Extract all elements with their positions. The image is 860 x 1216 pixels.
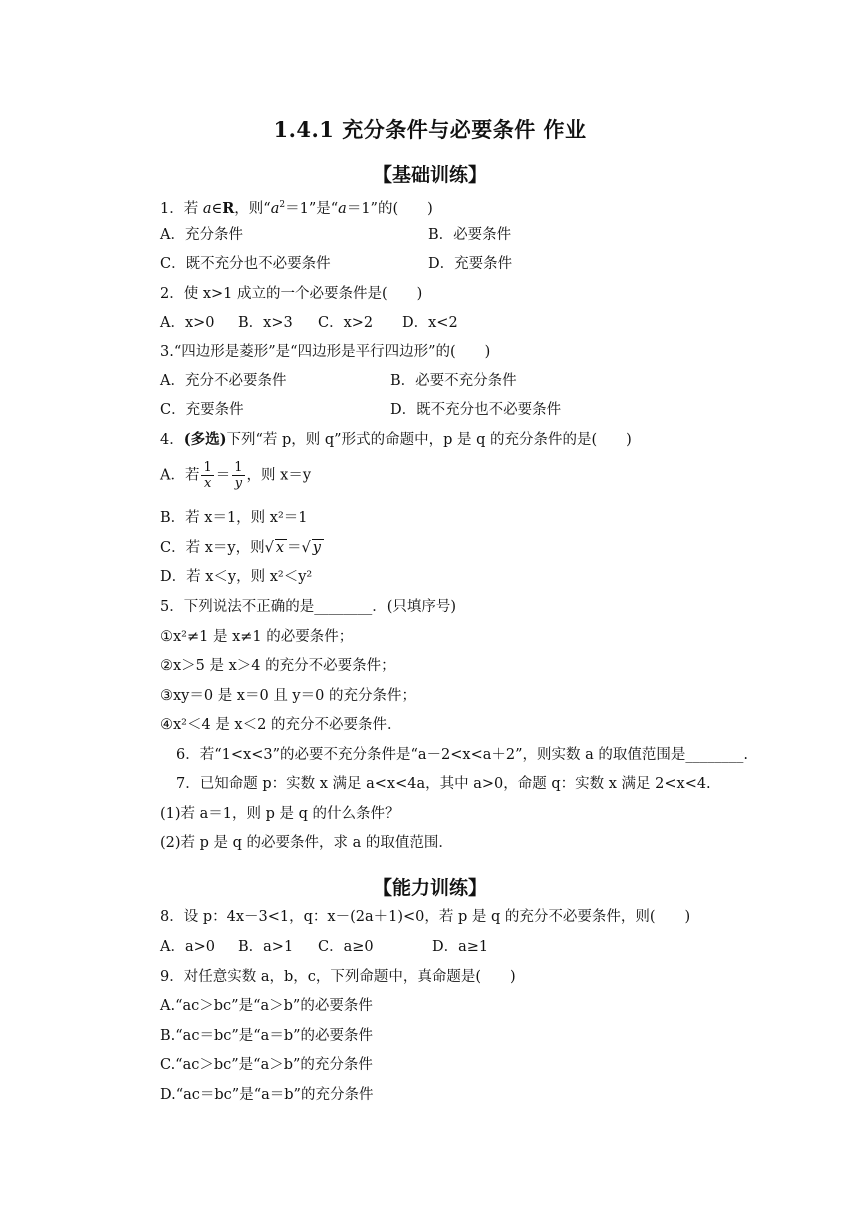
question-9-option-b: B.“ac＝bc”是“a＝b”的必要条件 <box>160 1028 374 1044</box>
question-7-part-1: (1)若 a＝1，则 p 是 q 的什么条件？ <box>160 806 400 822</box>
question-7-part-2: (2)若 p 是 q 的必要条件，求 a 的取值范围． <box>160 835 453 851</box>
fraction-1-over-x: $\frac{1}{x}$ <box>203 460 212 491</box>
question-9-option-a: A.“ac＞bc”是“a＞b”的必要条件 <box>160 998 373 1014</box>
question-7-stem: 7．已知命题 p：实数 x 满足 a<x<4a，其中 a>0，命题 q：实数 x 满足 2<x<4. <box>176 776 711 792</box>
question-3-option-d: D．既不充分也不必要条件 <box>390 402 562 418</box>
question-2-option-a: A．x>0 <box>160 315 215 331</box>
question-2-option-b: B．x>3 <box>238 315 293 331</box>
question-2-option-d: D．x<2 <box>402 315 458 331</box>
question-4-option-d: D．若 x＜y，则 x²＜y² <box>160 569 313 585</box>
question-1-option-d: D．充要条件 <box>428 256 513 272</box>
question-2-option-c: C．x>2 <box>318 315 374 331</box>
question-8-option-c: C．a≥0 <box>318 939 374 955</box>
question-5-item-3: ③xy＝0 是 x＝0 且 y＝0 的充分条件； <box>160 688 416 704</box>
question-5-item-1: ①x²≠1 是 x≠1 的必要条件； <box>160 629 354 645</box>
section-ability-heading: 【能力训练】 <box>372 877 487 899</box>
question-8-option-a: A．a>0 <box>160 939 215 955</box>
question-8-option-b: B．a>1 <box>238 939 294 955</box>
question-1-option-b: B．必要条件 <box>428 227 512 243</box>
question-5-item-4: ④x²＜4 是 x＜2 的充分不必要条件． <box>160 717 402 733</box>
section-basic-heading: 【基础训练】 <box>372 164 487 186</box>
question-4-option-b: B．若 x＝1，则 x²＝1 <box>160 510 308 526</box>
question-5-stem: 5．下列说法不正确的是________．(只填序号) <box>160 599 457 615</box>
question-4-option-a: A．若 $\frac{1}{x}$ ＝ $\frac{1}{y}$ ，则 x＝y <box>160 460 312 491</box>
question-3-option-c: C．充要条件 <box>160 402 244 418</box>
question-3-option-a: A．充分不必要条件 <box>160 373 287 389</box>
question-4-option-c: C．若 x＝y，则√ x ＝√ y <box>160 538 324 558</box>
question-4-stem: 4．(多选)下列“若 p，则 q”形式的命题中，p 是 q 的充分条件的是( ) <box>160 431 632 448</box>
question-1-stem: 1．若 a∈R，则“$a^2=1$”是“a＝1”的( ) <box>160 199 433 217</box>
question-3-option-b: B．必要不充分条件 <box>390 373 517 389</box>
question-9-stem: 9．对任意实数 a，b，c，下列命题中，真命题是( ) <box>160 969 516 985</box>
question-9-option-d: D.“ac＝bc”是“a＝b”的充分条件 <box>160 1087 374 1103</box>
question-2-stem: 2．使 x>1 成立的一个必要条件是( ) <box>160 286 423 302</box>
question-6-stem: 6．若“1<x<3”的必要不充分条件是“a－2<x<a＋2”，则实数 a 的取值范围是________. <box>176 747 748 763</box>
question-8-option-d: D．a≥1 <box>432 939 489 955</box>
question-9-option-c: C.“ac＞bc”是“a＞b”的充分条件 <box>160 1057 373 1073</box>
fraction-1-over-y: $\frac{1}{y}$ <box>234 460 243 491</box>
question-3-stem: 3.“四边形是菱形”是“四边形是平行四边形”的( ) <box>160 344 491 360</box>
page-title: 1.4.1 充分条件与必要条件 作业 <box>273 117 587 142</box>
question-8-stem: 8．设 p：4x－3<1，q：x－(2a＋1)<0，若 p 是 q 的充分不必要条件，则( ) <box>160 909 691 925</box>
question-1-option-c: C．既不充分也不必要条件 <box>160 256 331 272</box>
question-1-option-a: A．充分条件 <box>160 227 243 243</box>
question-5-item-2: ②x＞5 是 x＞4 的充分不必要条件； <box>160 658 396 674</box>
